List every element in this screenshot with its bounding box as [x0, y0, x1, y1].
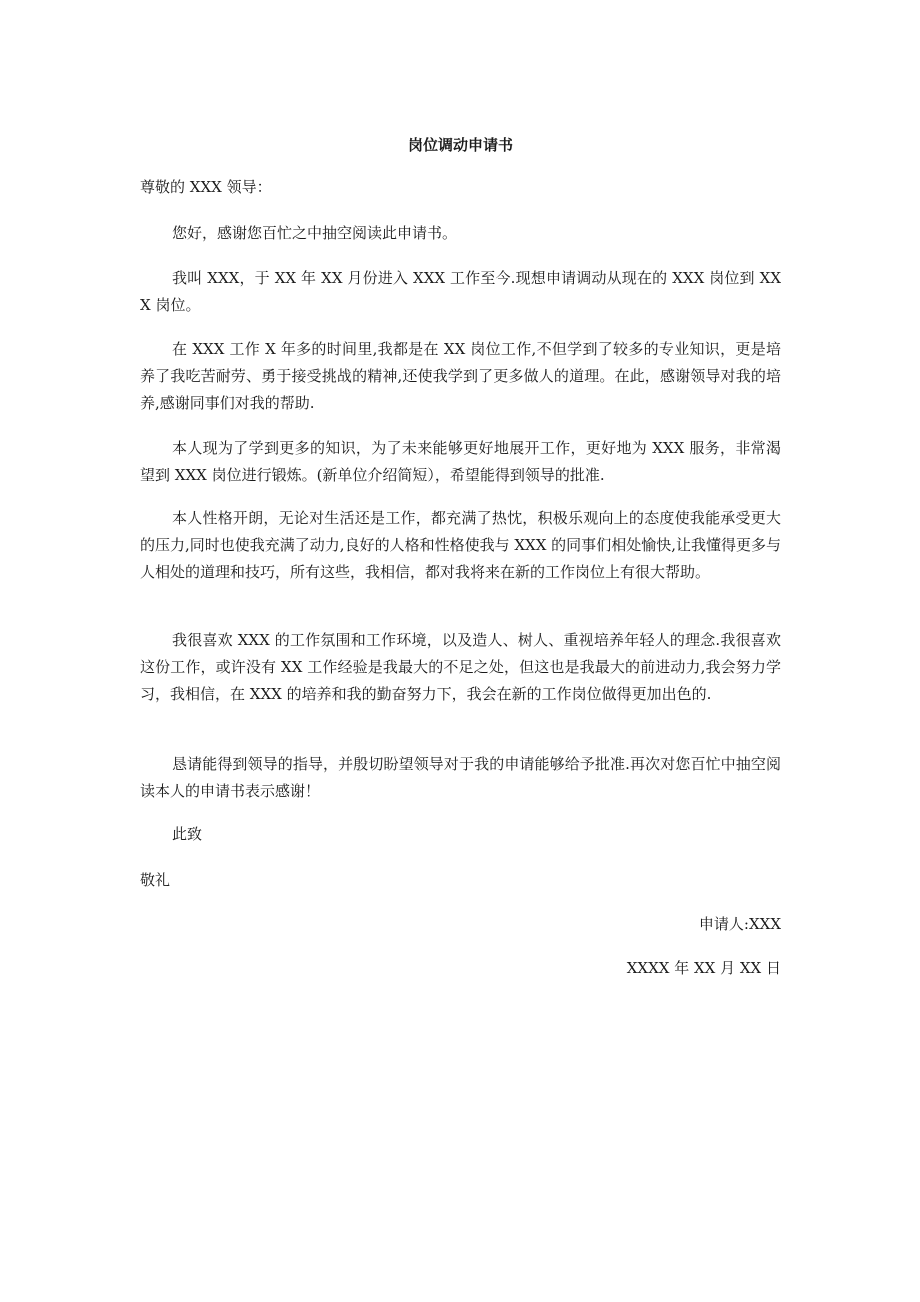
paragraph-intro: 我叫 XXX，于 XX 年 XX 月份进入 XXX 工作至今.现想申请调动从现在的 XXX 岗位到 XXX 岗位。 — [140, 269, 781, 314]
paragraph-personality: 本人性格开朗，无论对生活还是工作，都充满了热忱，积极乐观向上的态度使我能承受更大的压力,同时也使我充满了动力,良好的人格和性格使我与 XXX 的同事们相处愉快,让我懂得更多与人相处的道理和技巧，所有这些，我相信，都对我将来在新的工作岗位上有很大帮助。 — [140, 509, 781, 581]
paragraph-request: 恳请能得到领导的指导，并殷切盼望领导对于我的申请能够给予批准.再次对您百忙中抽空阅读本人的申请书表示感谢！ — [140, 755, 781, 800]
salutation: 尊敬的 XXX 领导： — [140, 178, 272, 196]
paragraph-preference: 我很喜欢 XXX 的工作氛围和工作环境，以及造人、树人、重视培养年轻人的理念.我很喜欢这份工作，或许没有 XX 工作经验是我最大的不足之处，但这也是我最大的前进动力,我会努力学习，我相信，在 XXX 的培养和我的勤奋努力下，我会在新的工作岗位做得更加出色的. — [140, 631, 781, 703]
closing-phrase: 此致 — [172, 825, 203, 843]
signature: 申请人:XXX — [698, 915, 781, 933]
date: XXXX 年 XX 月 XX 日 — [626, 959, 781, 977]
regards: 敬礼 — [140, 871, 171, 889]
paragraph-greeting: 您好，感谢您百忙之中抽空阅读此申请书。 — [172, 224, 458, 242]
document-title: 岗位调动申请书 — [407, 136, 513, 154]
document-page — [140, 0, 781, 1302]
paragraph-motivation: 本人现为了学到更多的知识，为了未来能够更好地展开工作，更好地为 XXX 服务，非常渴望到 XXX 岗位进行锻炼。(新单位介绍简短），希望能得到领导的批准. — [140, 439, 781, 484]
paragraph-experience: 在 XXX 工作 X 年多的时间里,我都是在 XX 岗位工作,不但学到了较多的专业知识，更是培养了我吃苦耐劳、勇于接受挑战的精神,还使我学到了更多做人的道理。在此，感谢领导对我的培养,感谢同事们对我的帮助. — [140, 340, 781, 412]
